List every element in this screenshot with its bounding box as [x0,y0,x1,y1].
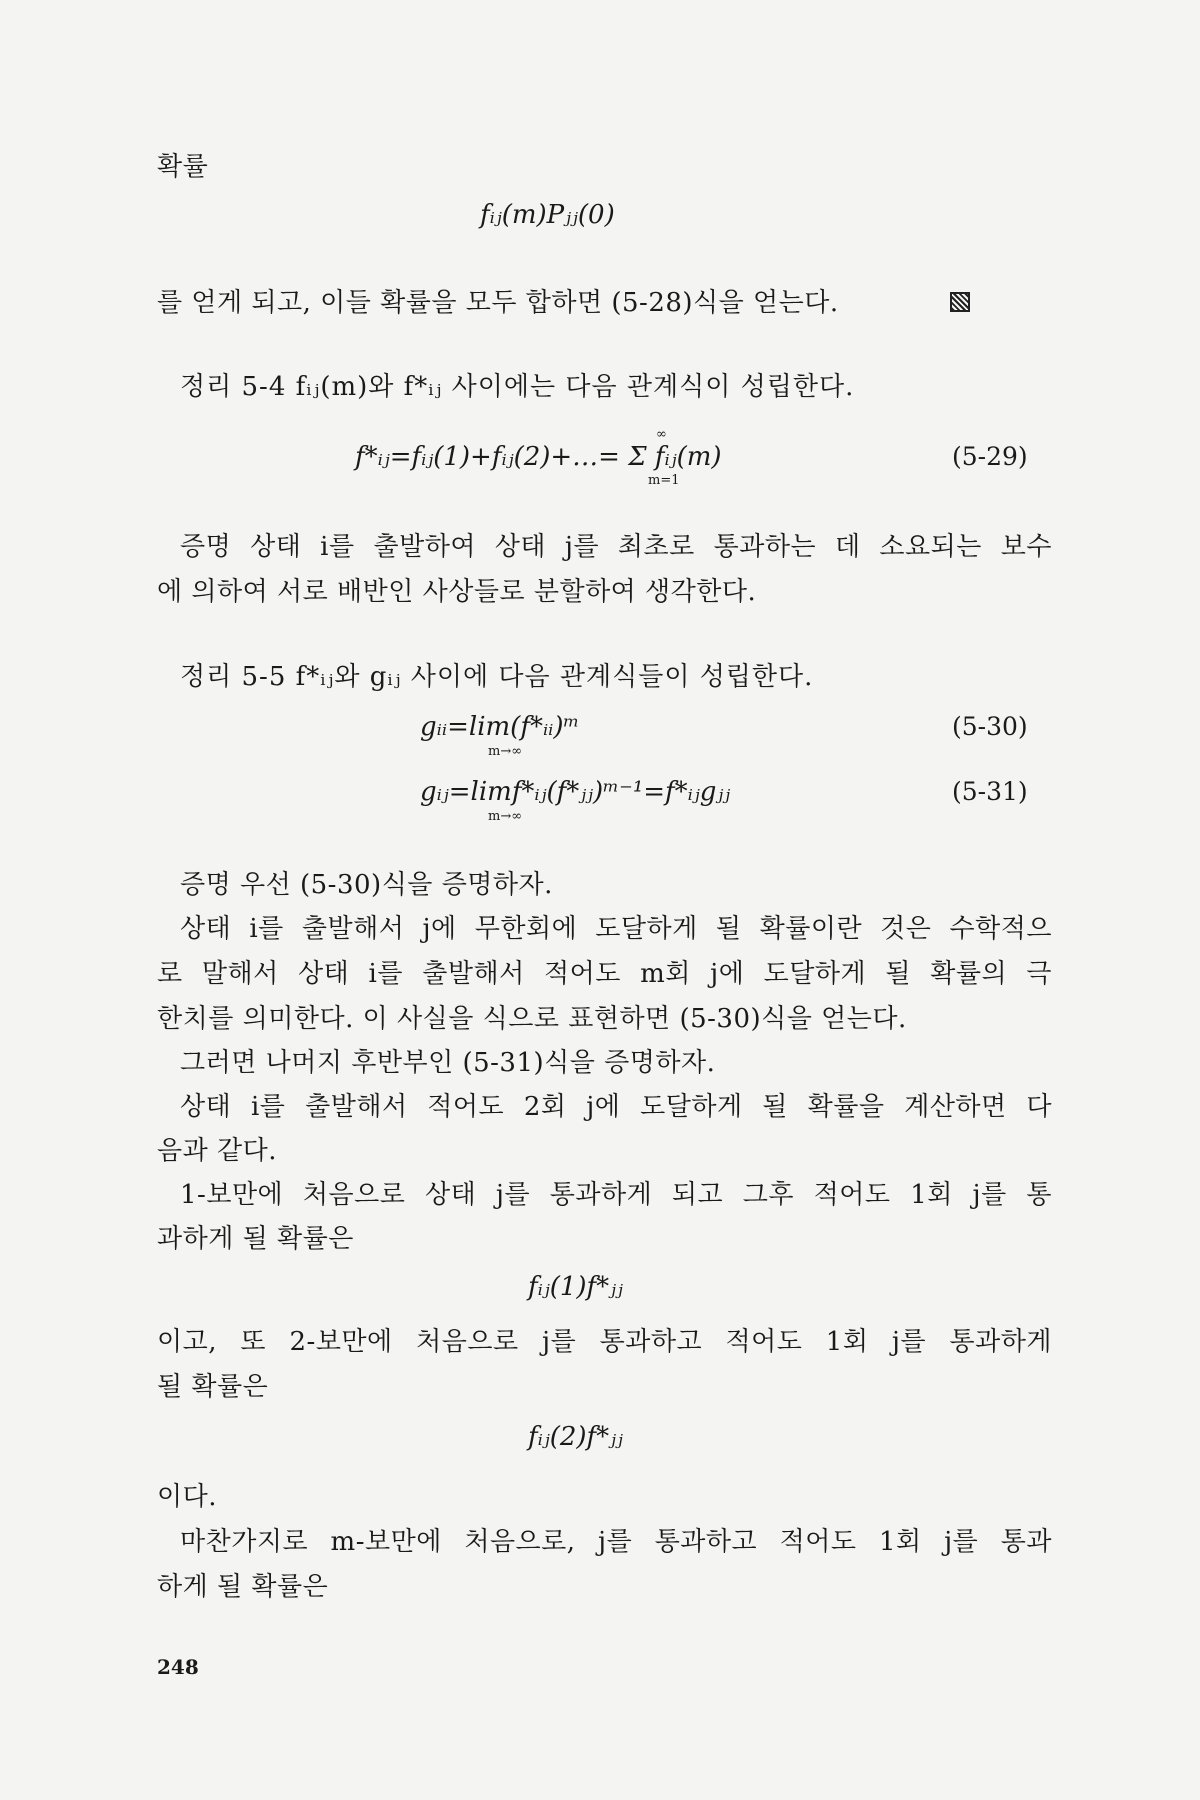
theorem-5-5: 정리 5-5 f*ᵢⱼ와 gᵢⱼ 사이에 다음 관계식들이 성립한다. [180,662,814,692]
text-line-6: 그러면 나머지 후반부인 (5-31)식을 증명하자. [180,1048,716,1078]
formula-5-29: f*ᵢⱼ=fᵢⱼ(1)+fᵢⱼ(2)+…= Σ fᵢⱼ(m) [355,442,722,472]
text-line-1: 확률 [157,152,209,182]
equation-number-5-30: (5-30) [952,712,1028,741]
page-number: 248 [157,1655,199,1679]
formula-fij-m-pjj-0: fᵢⱼ(m)Pⱼⱼ(0) [480,200,615,230]
theorem-5-4: 정리 5-4 fᵢⱼ(m)와 f*ᵢⱼ 사이에는 다음 관계식이 성립한다. [180,372,855,402]
proof-line-2: 에 의하여 서로 배반인 사상들로 분할하여 생각한다. [157,577,757,607]
proof-line-1: 증명 상태 i를 출발하여 상태 j를 최초로 통과하는 데 소요되는 보수 [180,532,1052,562]
text-line-7: 상태 i를 출발해서 적어도 2회 j에 도달하게 될 확률을 계산하면 다 [180,1092,1052,1122]
text-line-15: 하게 될 확률은 [157,1572,329,1602]
text-line-10: 과하게 될 확률은 [157,1224,354,1254]
formula-fij1-fjj: fᵢⱼ(1)f*ⱼⱼ [528,1272,623,1302]
text-line-11: 이고, 또 2-보만에 처음으로 j를 통과하고 적어도 1회 j를 통과하게 [157,1327,1052,1357]
lim-subscript-5-30: m→∞ [488,744,523,759]
hatched-square-icon [950,292,970,312]
text-line-12: 될 확률은 [157,1372,269,1402]
proof-start: 증명 우선 (5-30)식을 증명하자. [180,870,553,900]
equation-number-5-29: (5-29) [952,442,1028,471]
formula-5-31: gᵢⱼ=limf*ᵢⱼ(f*ⱼⱼ)ᵐ⁻¹=f*ᵢⱼgⱼⱼ [420,777,731,807]
text-line-3: 상태 i를 출발해서 j에 무한회에 도달하게 될 확률이란 것은 수학적으 [180,914,1052,944]
equation-number-5-31: (5-31) [952,777,1028,806]
text-line-9: 1-보만에 처음으로 상태 j를 통과하게 되고 그후 적어도 1회 j를 통 [180,1180,1052,1210]
text-line-2: 를 얻게 되고, 이들 확률을 모두 합하면 (5-28)식을 얻는다. [157,288,839,318]
formula-5-30: gᵢᵢ=lim(f*ᵢᵢ)ᵐ [420,712,580,742]
lim-subscript-5-31: m→∞ [488,809,523,824]
text-line-14: 마찬가지로 m-보만에 처음으로, j를 통과하고 적어도 1회 j를 통과 [180,1527,1052,1557]
text-line-13: 이다. [157,1482,217,1512]
sum-upper-limit: ∞ [656,427,667,442]
text-line-8: 음과 같다. [157,1136,277,1166]
sum-lower-limit: m=1 [648,473,680,488]
text-line-4: 로 말해서 상태 i를 출발해서 적어도 m회 j에 도달하게 될 확률의 극 [157,959,1052,989]
text-line-5: 한치를 의미한다. 이 사실을 식으로 표현하면 (5-30)식을 얻는다. [157,1004,907,1034]
formula-fij2-fjj: fᵢⱼ(2)f*ⱼⱼ [528,1422,623,1452]
